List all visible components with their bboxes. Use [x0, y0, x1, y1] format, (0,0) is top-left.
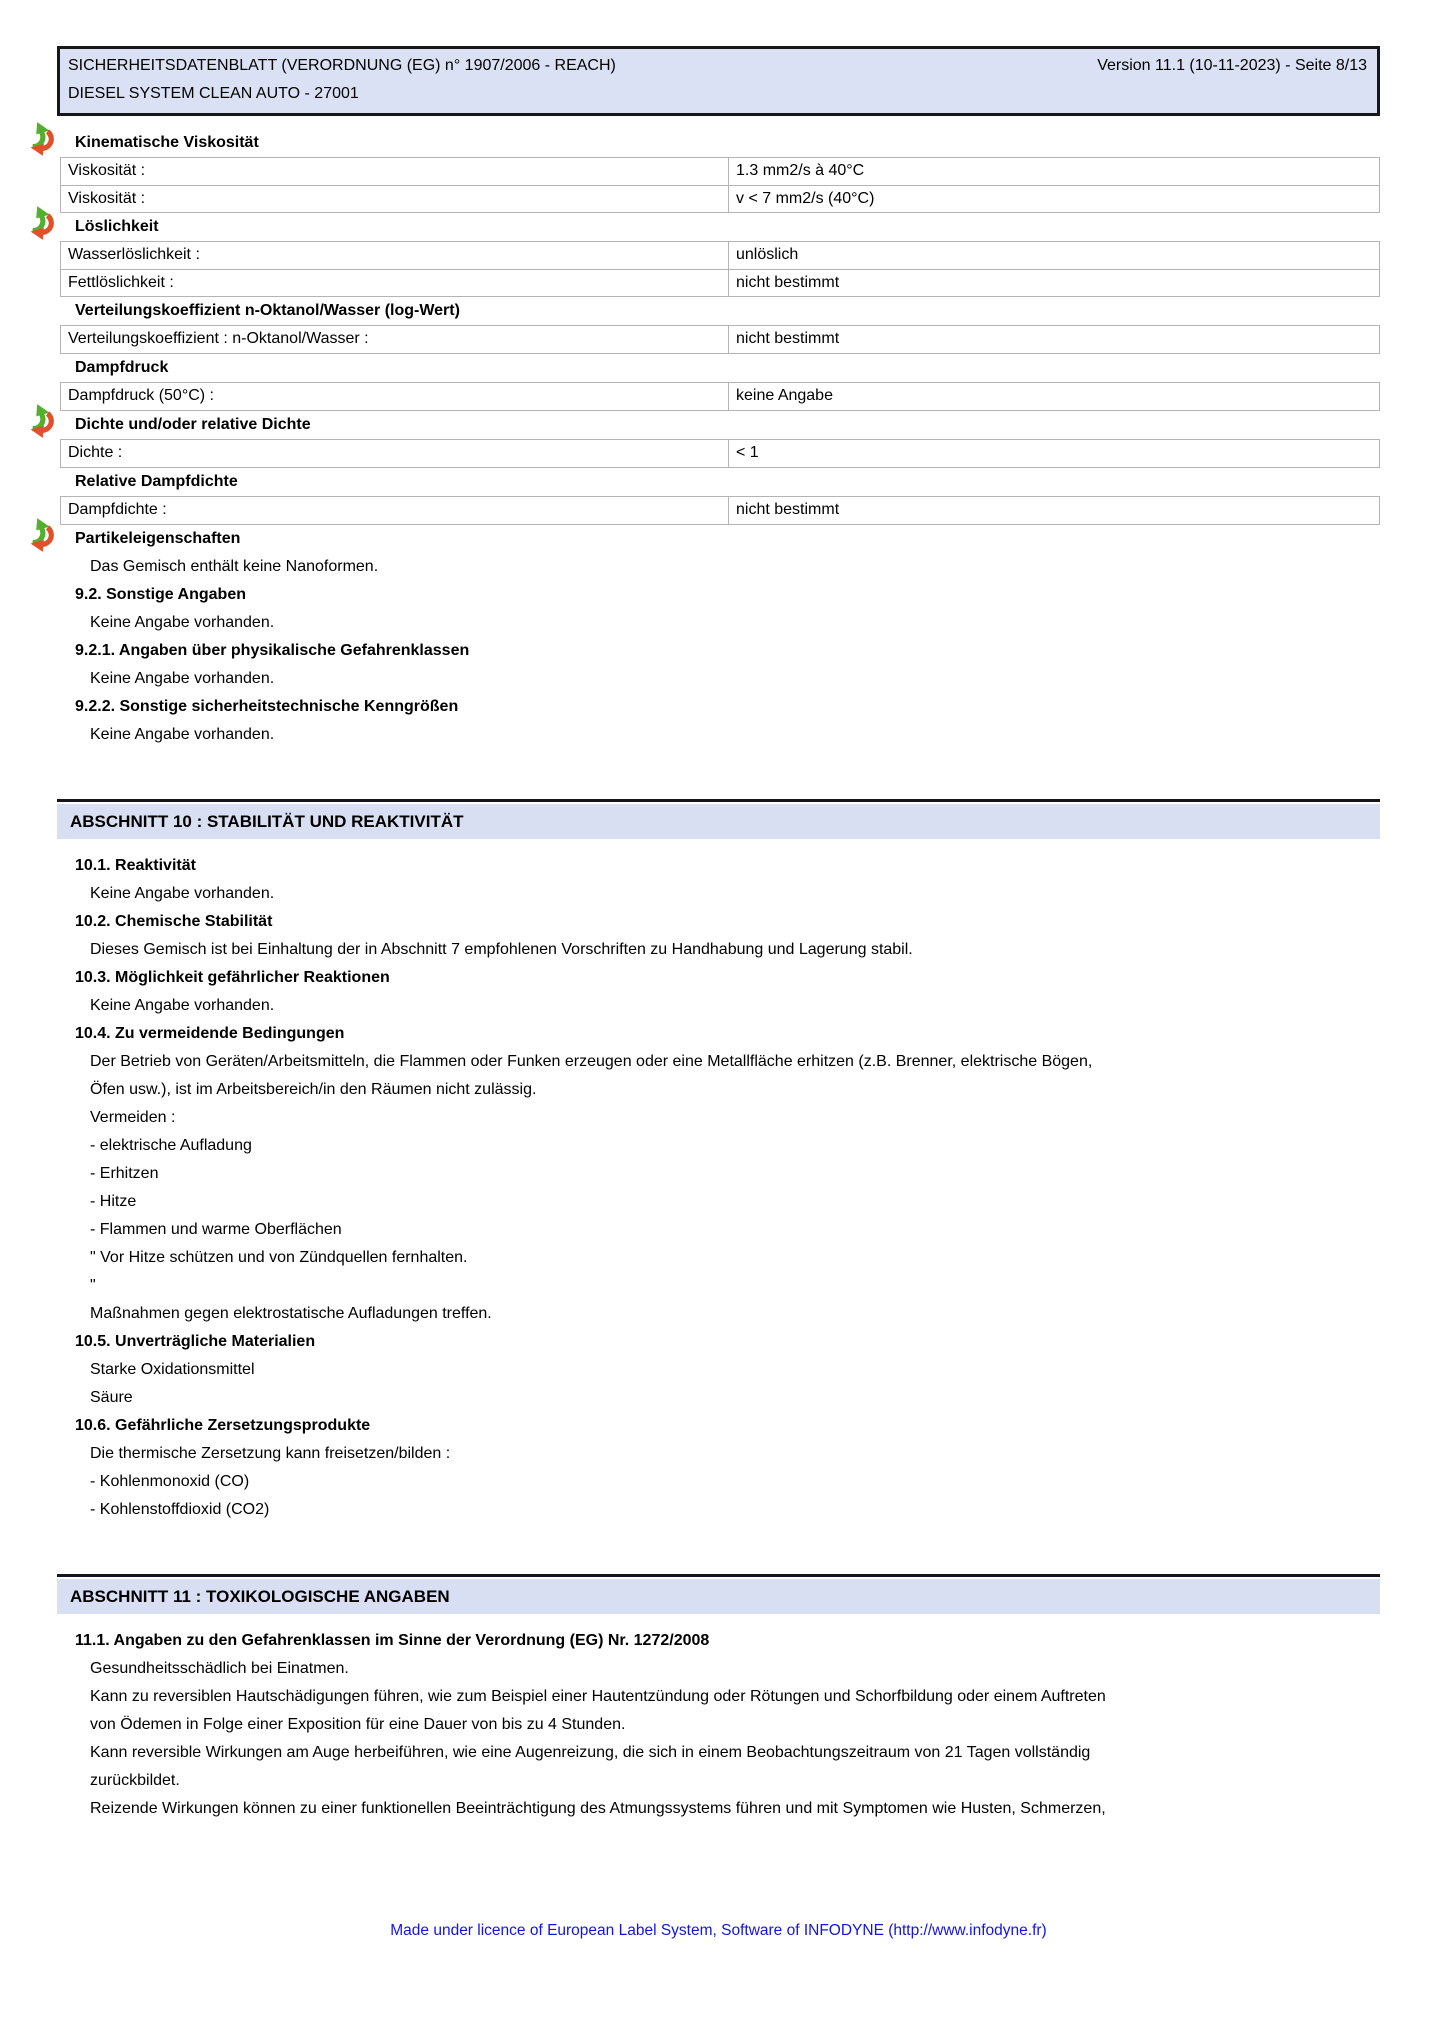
- table-row: [61, 383, 1379, 410]
- property-label: Dampfdichte :: [61, 497, 729, 524]
- footer-license-text: Made under licence of European Label System, Software of INFODYNE (http://www.infodyne.fr): [390, 1922, 1047, 1939]
- body-text: von Ödemen in Folge einer Exposition für eine Dauer von bis zu 4 Stunden.: [90, 1716, 626, 1733]
- property-value: < 1: [736, 444, 759, 461]
- heading-10-1: 10.1. Reaktivität: [75, 857, 196, 874]
- property-value: v < 7 mm2/s (40°C): [736, 190, 875, 207]
- table-row: [61, 497, 1379, 524]
- body-text: Das Gemisch enthält keine Nanoformen.: [90, 558, 379, 575]
- vapor-density-table: [60, 496, 1380, 525]
- section-10-content: [57, 852, 1380, 1524]
- table-row: [61, 440, 1379, 467]
- property-label: Wasserlöslichkeit :: [61, 242, 729, 269]
- body-text: - elektrische Aufladung: [90, 1137, 252, 1154]
- body-text: Keine Angabe vorhanden.: [90, 614, 275, 631]
- heading-solubility: Löslichkeit: [57, 213, 1380, 241]
- property-label: Verteilungskoeffizient : n-Oktanol/Wasser :: [61, 326, 729, 353]
- body-text: - Hitze: [90, 1193, 137, 1210]
- body-text: - Erhitzen: [90, 1165, 159, 1182]
- heading-10-4: 10.4. Zu vermeidende Bedingungen: [75, 1025, 345, 1042]
- document-header-box: [57, 46, 1380, 116]
- sds-title: SICHERHEITSDATENBLATT (VERORDNUNG (EG) n° 1907/2006 - REACH): [68, 57, 616, 74]
- table-row: [61, 242, 1379, 269]
- body-text: Keine Angabe vorhanden.: [90, 997, 275, 1014]
- section-11-content: [57, 1627, 1380, 1823]
- heading-9-2: 9.2. Sonstige Angaben: [75, 586, 246, 603]
- body-text: Maßnahmen gegen elektrostatische Aufladungen treffen.: [90, 1305, 492, 1322]
- property-value: keine Angabe: [736, 387, 833, 404]
- body-text: Gesundheitsschädlich bei Einatmen.: [90, 1660, 349, 1677]
- heading-9-2-2: 9.2.2. Sonstige sicherheitstechnische Kenngrößen: [75, 698, 459, 715]
- property-label: Dichte :: [61, 440, 729, 467]
- density-table: [60, 439, 1380, 468]
- property-label: Viskosität :: [61, 158, 729, 185]
- heading-9-2-1: 9.2.1. Angaben über physikalische Gefahrenklassen: [75, 642, 470, 659]
- heading-particle-characteristics: Partikeleigenschaften: [57, 525, 1380, 553]
- heading-vapor-pressure: Dampfdruck: [75, 359, 169, 376]
- product-name: DIESEL SYSTEM CLEAN AUTO - 27001: [68, 85, 359, 102]
- table-row: [61, 269, 1379, 296]
- table-row: [61, 326, 1379, 353]
- heading-11-1: 11.1. Angaben zu den Gefahrenklassen im Sinne der Verordnung (EG) Nr. 1272/2008: [75, 1632, 710, 1649]
- body-text: - Flammen und warme Oberflächen: [90, 1221, 342, 1238]
- recycle-arrows-icon: [25, 404, 55, 438]
- heading-10-5: 10.5. Unverträgliche Materialien: [75, 1333, 316, 1350]
- body-text: Vermeiden :: [90, 1109, 176, 1126]
- property-value: 1.3 mm2/s à 40°C: [736, 162, 865, 179]
- solubility-table: [60, 241, 1380, 297]
- body-text: Der Betrieb von Geräten/Arbeitsmitteln, die Flammen oder Funken erzeugen oder eine Metallfläche erhitzen (z.B. Brenner, elektrische Bögen,: [90, 1053, 1093, 1070]
- body-text: Dieses Gemisch ist bei Einhaltung der in Abschnitt 7 empfohlenen Vorschriften zu Handhabung und Lagerung stabil.: [90, 941, 913, 958]
- section-11-title: ABSCHNITT 11 : TOXIKOLOGISCHE ANGABEN: [57, 1579, 1380, 1614]
- section-10-header: [57, 799, 1380, 839]
- property-value: nicht bestimmt: [736, 501, 840, 518]
- heading-partition-coefficient: Verteilungskoeffizient n-Oktanol/Wasser (log-Wert): [75, 302, 460, 319]
- vapor-pressure-table: [60, 382, 1380, 411]
- body-text: Keine Angabe vorhanden.: [90, 885, 275, 902]
- viscosity-table: [60, 157, 1380, 213]
- body-text: Öfen usw.), ist im Arbeitsbereich/in den Räumen nicht zulässig.: [90, 1081, 537, 1098]
- partition-table: [60, 325, 1380, 354]
- heading-relative-vapor-density: Relative Dampfdichte: [75, 473, 238, 490]
- property-label: Viskosität :: [61, 186, 729, 212]
- property-label: Fettlöslichkeit :: [61, 270, 729, 296]
- body-text: Kann reversible Wirkungen am Auge herbeiführen, wie eine Augenreizung, die sich in einem Beobachtungszeitraum von 21 Tagen vollständig: [90, 1744, 1091, 1761]
- property-value: nicht bestimmt: [736, 274, 840, 291]
- recycle-arrows-icon: [25, 206, 55, 240]
- property-value: unlöslich: [736, 246, 799, 263]
- heading-10-6: 10.6. Gefährliche Zersetzungsprodukte: [75, 1417, 371, 1434]
- heading-density: Dichte und/oder relative Dichte: [57, 411, 1380, 439]
- body-text: - Kohlenstoffdioxid (CO2): [90, 1501, 270, 1518]
- recycle-arrows-icon: [25, 122, 55, 156]
- table-row: [61, 158, 1379, 185]
- table-row: [61, 185, 1379, 212]
- body-text: Keine Angabe vorhanden.: [90, 726, 275, 743]
- section-9-content: [57, 129, 1380, 749]
- body-text: Die thermische Zersetzung kann freisetzen/bilden :: [90, 1445, 451, 1462]
- body-text: Säure: [90, 1389, 133, 1406]
- body-text: Kann zu reversiblen Hautschädigungen führen, wie zum Beispiel einer Hautentzündung oder Rötungen und Schorfbildung oder einem Auftreten: [90, 1688, 1106, 1705]
- body-text: Keine Angabe vorhanden.: [90, 670, 275, 687]
- heading-kinematic-viscosity: Kinematische Viskosität: [57, 129, 1380, 157]
- body-text: Reizende Wirkungen können zu einer funktionellen Beeinträchtigung des Atmungssystems führen und mit Symptomen wie Husten, Schmerzen,: [90, 1800, 1106, 1817]
- property-label: Dampfdruck (50°C) :: [61, 383, 729, 410]
- body-text: Starke Oxidationsmittel: [90, 1361, 255, 1378]
- section-11-header: [57, 1574, 1380, 1614]
- body-text: ": [90, 1277, 96, 1294]
- heading-10-3: 10.3. Möglichkeit gefährlicher Reaktionen: [75, 969, 390, 986]
- heading-10-2: 10.2. Chemische Stabilität: [75, 913, 273, 930]
- body-text: zurückbildet.: [90, 1772, 180, 1789]
- section-10-title: ABSCHNITT 10 : STABILITÄT UND REAKTIVITÄT: [57, 804, 1380, 839]
- version-page-info: Version 11.1 (10-11-2023) - Seite 8/13: [1097, 57, 1367, 74]
- property-value: nicht bestimmt: [736, 330, 840, 347]
- body-text: - Kohlenmonoxid (CO): [90, 1473, 250, 1490]
- body-text: " Vor Hitze schützen und von Zündquellen fernhalten.: [90, 1249, 468, 1266]
- recycle-arrows-icon: [25, 518, 55, 552]
